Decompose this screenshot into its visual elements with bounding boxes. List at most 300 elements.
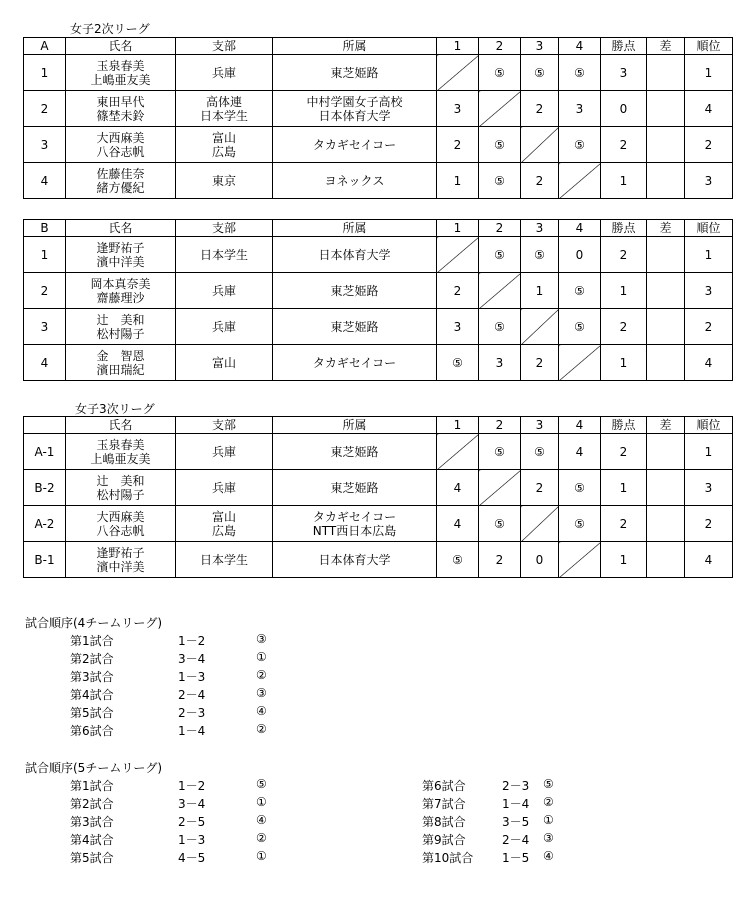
branch-line1: 富山 (211, 355, 236, 370)
affiliation-line2: NTT西日本広島 (312, 523, 397, 538)
player-names (66, 273, 176, 309)
wins-cell: 1 (601, 542, 647, 578)
header-diff: 差 (647, 38, 685, 55)
header-wins: 勝点 (601, 220, 647, 237)
result-cell: ⑤ (479, 506, 521, 542)
player-name-line2: 松村陽子 (96, 487, 145, 502)
branch (176, 127, 273, 163)
player-name-line2: 八谷志帆 (96, 523, 145, 538)
result-cell: 1 (437, 163, 479, 199)
schedule-court: ① (256, 795, 267, 809)
schedule-court: ① (256, 849, 267, 863)
diff-cell (647, 434, 685, 470)
schedule-item (70, 668, 330, 686)
team-no: 3 (24, 127, 66, 163)
table-row (24, 91, 733, 127)
player-names (66, 127, 176, 163)
header-affiliation: 所属 (273, 38, 437, 55)
affiliation-line1: 東芝姫路 (330, 319, 379, 334)
table-row (24, 542, 733, 578)
affiliation-line1: 日本体育大学 (318, 247, 391, 262)
result-cell: ⑤ (479, 309, 521, 345)
player-name-line2: 上嶋亜友美 (90, 451, 151, 466)
header-group-label (24, 417, 66, 434)
team-no: 2 (24, 91, 66, 127)
header-name: 氏名 (66, 417, 176, 434)
header-c3: 3 (521, 220, 559, 237)
schedule-court: ⑤ (543, 777, 554, 791)
branch-line1: 日本学生 (199, 247, 248, 262)
rank-cell: 3 (685, 470, 733, 506)
affiliation-line1: 日本体育大学 (318, 552, 391, 567)
schedule-court: ① (543, 813, 554, 827)
player-name-line2: 篠埜未鈴 (96, 108, 145, 123)
result-cell: ⑤ (479, 163, 521, 199)
result-cell: 2 (521, 163, 559, 199)
affiliation-line1: ヨネックス (324, 173, 385, 188)
schedule-court: ⑤ (256, 777, 267, 791)
team-no: 1 (24, 237, 66, 273)
diff-cell (647, 345, 685, 381)
schedule-court: ② (543, 795, 554, 809)
schedule-item (422, 795, 622, 813)
schedule-item (70, 831, 330, 849)
schedule-game: 第4試合 (70, 688, 114, 702)
schedule-court: ② (256, 831, 267, 845)
schedule4-title: 試合順序(4チームリーグ) (25, 616, 162, 630)
branch (176, 273, 273, 309)
schedule-match: 1－2 (178, 779, 206, 793)
header-wins: 勝点 (601, 38, 647, 55)
result-cell: ⑤ (479, 55, 521, 91)
diagonal-cell (521, 127, 559, 163)
result-cell: ⑤ (559, 506, 601, 542)
schedule-match: 3－4 (178, 652, 206, 666)
branch (176, 470, 273, 506)
schedule-match: 3－4 (178, 797, 206, 811)
player-name-line2: 八谷志帆 (96, 144, 145, 159)
schedule-item (422, 849, 622, 867)
schedule-match: 2－4 (178, 688, 206, 702)
player-name-line1: 辻 美和 (96, 473, 145, 488)
diagonal-cell (479, 91, 521, 127)
result-cell: ⑤ (437, 542, 479, 578)
schedule-game: 第3試合 (70, 815, 114, 829)
schedule-match: 4－5 (178, 851, 206, 865)
header-group-label: A (24, 38, 66, 55)
player-name-line2: 上嶋亜友美 (90, 72, 151, 87)
schedule5-title: 試合順序(5チームリーグ) (25, 761, 162, 775)
result-cell: 4 (559, 434, 601, 470)
result-cell: ⑤ (437, 345, 479, 381)
player-names (66, 309, 176, 345)
schedule-item (422, 813, 622, 831)
header-c2: 2 (479, 417, 521, 434)
schedule-item (422, 831, 622, 849)
player-names (66, 345, 176, 381)
header-name: 氏名 (66, 38, 176, 55)
affiliation (273, 273, 437, 309)
affiliation (273, 237, 437, 273)
header-c4: 4 (559, 38, 601, 55)
schedule-court: ④ (256, 813, 267, 827)
affiliation-line1: タカギセイコー (312, 509, 397, 524)
player-name-line2: 緒方優紀 (96, 180, 145, 195)
team-no: B-1 (24, 542, 66, 578)
schedule-court: ② (256, 722, 267, 736)
diff-cell (647, 163, 685, 199)
diagonal-cell (479, 273, 521, 309)
result-cell: ⑤ (559, 470, 601, 506)
player-names (66, 91, 176, 127)
branch-line1: 富山 (211, 130, 236, 145)
header-c4: 4 (559, 220, 601, 237)
team-no: 4 (24, 345, 66, 381)
table-row (24, 237, 733, 273)
rank-cell: 4 (685, 345, 733, 381)
schedule-game: 第10試合 (422, 851, 474, 865)
team-no: A-1 (24, 434, 66, 470)
diagonal-cell (521, 506, 559, 542)
schedule-match: 1－2 (178, 634, 206, 648)
schedule-game: 第5試合 (70, 706, 114, 720)
result-cell: ⑤ (521, 237, 559, 273)
team-no: 2 (24, 273, 66, 309)
schedule-game: 第7試合 (422, 797, 466, 811)
schedule-match: 1－4 (502, 797, 530, 811)
branch-line1: 日本学生 (199, 552, 248, 567)
schedule-item (70, 632, 330, 650)
player-name-line2: 濱中洋美 (96, 254, 145, 269)
rank-cell: 3 (685, 273, 733, 309)
schedule-item (70, 686, 330, 704)
table-row (24, 127, 733, 163)
diff-cell (647, 55, 685, 91)
branch (176, 237, 273, 273)
affiliation-line1: 中村学園女子高校 (306, 94, 403, 109)
affiliation (273, 542, 437, 578)
player-names (66, 470, 176, 506)
rank-cell: 1 (685, 237, 733, 273)
schedule-court: ④ (543, 849, 554, 863)
affiliation (273, 91, 437, 127)
diff-cell (647, 273, 685, 309)
schedule-item (70, 777, 330, 795)
result-cell: ⑤ (521, 55, 559, 91)
player-names (66, 237, 176, 273)
schedule-game: 第2試合 (70, 797, 114, 811)
header-c4: 4 (559, 417, 601, 434)
schedule-item (70, 813, 330, 831)
schedule-match: 1－3 (178, 670, 206, 684)
header-c3: 3 (521, 38, 559, 55)
schedule-item (70, 650, 330, 668)
player-name-line1: 逢野祐子 (96, 240, 145, 255)
player-names (66, 163, 176, 199)
result-cell: ⑤ (559, 127, 601, 163)
schedule-item (422, 777, 622, 795)
schedule-court: ④ (256, 704, 267, 718)
branch (176, 542, 273, 578)
result-cell: 2 (437, 127, 479, 163)
player-name-line1: 辻 美和 (96, 312, 145, 327)
wins-cell: 2 (601, 127, 647, 163)
wins-cell: 1 (601, 163, 647, 199)
affiliation (273, 345, 437, 381)
result-cell: 3 (437, 91, 479, 127)
team-no: 4 (24, 163, 66, 199)
schedule-item (70, 795, 330, 813)
result-cell: ⑤ (559, 55, 601, 91)
affiliation-line1: 東芝姫路 (330, 65, 379, 80)
team-no: A-2 (24, 506, 66, 542)
team-no: 1 (24, 55, 66, 91)
schedule-game: 第2試合 (70, 652, 114, 666)
league3-title: 女子3次リーグ (75, 402, 155, 416)
diagonal-cell (521, 309, 559, 345)
player-name-line1: 玉泉春美 (96, 437, 145, 452)
player-name-line2: 濱田瑞紀 (96, 362, 145, 377)
schedule5-list-right (422, 777, 622, 867)
affiliation-line1: 東芝姫路 (330, 480, 379, 495)
schedule-match: 2－4 (502, 833, 530, 847)
schedule-match: 1－3 (178, 833, 206, 847)
wins-cell: 1 (601, 470, 647, 506)
player-names (66, 55, 176, 91)
schedule-court: ③ (256, 632, 267, 646)
diff-cell (647, 237, 685, 273)
table-row (24, 55, 733, 91)
affiliation-line1: 東芝姫路 (330, 283, 379, 298)
schedule-item (70, 704, 330, 722)
player-name-line1: 玉泉春美 (96, 58, 145, 73)
schedule-match: 2－5 (178, 815, 206, 829)
wins-cell: 1 (601, 345, 647, 381)
schedule-court: ③ (543, 831, 554, 845)
player-names (66, 434, 176, 470)
schedule-game: 第8試合 (422, 815, 466, 829)
diagonal-cell (437, 434, 479, 470)
group-b-table (23, 219, 733, 381)
header-affiliation: 所属 (273, 417, 437, 434)
result-cell: 4 (437, 506, 479, 542)
affiliation (273, 55, 437, 91)
branch-line1: 兵庫 (211, 444, 236, 459)
branch (176, 163, 273, 199)
result-cell: ⑤ (479, 434, 521, 470)
branch-line1: 東京 (211, 173, 236, 188)
header-diff: 差 (647, 417, 685, 434)
diagonal-cell (559, 345, 601, 381)
diagonal-cell (479, 470, 521, 506)
header-branch: 支部 (176, 417, 273, 434)
schedule-match: 3－5 (502, 815, 530, 829)
schedule-game: 第1試合 (70, 634, 114, 648)
player-name-line2: 松村陽子 (96, 326, 145, 341)
diagonal-cell (559, 163, 601, 199)
header-diff: 差 (647, 220, 685, 237)
schedule-court: ② (256, 668, 267, 682)
schedule-match: 1－4 (178, 724, 206, 738)
header-c1: 1 (437, 417, 479, 434)
branch-line1: 高体連 (205, 94, 242, 109)
result-cell: 3 (437, 309, 479, 345)
result-cell: 2 (479, 542, 521, 578)
diagonal-cell (559, 542, 601, 578)
result-cell: 2 (521, 345, 559, 381)
player-name-line1: 東田早代 (96, 94, 145, 109)
rank-cell: 4 (685, 542, 733, 578)
header-c1: 1 (437, 38, 479, 55)
schedule-game: 第3試合 (70, 670, 114, 684)
affiliation-line1: タカギセイコー (312, 355, 397, 370)
result-cell: 4 (437, 470, 479, 506)
affiliation-line1: 東芝姫路 (330, 444, 379, 459)
affiliation (273, 470, 437, 506)
branch-line1: 兵庫 (211, 319, 236, 334)
player-name-line1: 逢野祐子 (96, 545, 145, 560)
player-names (66, 506, 176, 542)
wins-cell: 2 (601, 237, 647, 273)
player-name-line1: 佐藤佳奈 (96, 166, 145, 181)
header-affiliation: 所属 (273, 220, 437, 237)
schedule-item (70, 849, 330, 867)
header-rank: 順位 (685, 38, 733, 55)
header-c2: 2 (479, 38, 521, 55)
diff-cell (647, 542, 685, 578)
wins-cell: 2 (601, 309, 647, 345)
final-league-table (23, 416, 733, 578)
player-name-line1: 岡本真奈美 (90, 276, 151, 291)
branch-line1: 富山 (211, 509, 236, 524)
diff-cell (647, 470, 685, 506)
schedule-match: 1－5 (502, 851, 530, 865)
result-cell: 3 (479, 345, 521, 381)
wins-cell: 3 (601, 55, 647, 91)
group-a-table (23, 37, 733, 199)
rank-cell: 4 (685, 91, 733, 127)
table-row (24, 506, 733, 542)
branch-line1: 兵庫 (211, 65, 236, 80)
table-row (24, 273, 733, 309)
schedule-game: 第6試合 (70, 724, 114, 738)
league2-title: 女子2次リーグ (70, 22, 150, 36)
branch (176, 309, 273, 345)
header-wins: 勝点 (601, 417, 647, 434)
result-cell: ⑤ (559, 309, 601, 345)
table-row (24, 470, 733, 506)
header-rank: 順位 (685, 417, 733, 434)
branch-line1: 兵庫 (211, 480, 236, 495)
rank-cell: 1 (685, 55, 733, 91)
player-name-line1: 大西麻美 (96, 509, 145, 524)
player-name-line2: 齋藤理沙 (96, 290, 145, 305)
result-cell: 0 (559, 237, 601, 273)
team-no: 3 (24, 309, 66, 345)
diff-cell (647, 309, 685, 345)
rank-cell: 2 (685, 309, 733, 345)
schedule-game: 第5試合 (70, 851, 114, 865)
result-cell: 1 (521, 273, 559, 309)
schedule-court: ① (256, 650, 267, 664)
table-row (24, 345, 733, 381)
affiliation (273, 127, 437, 163)
branch (176, 434, 273, 470)
table-row (24, 309, 733, 345)
affiliation-line2: 日本体育大学 (318, 108, 391, 123)
rank-cell: 2 (685, 127, 733, 163)
diagonal-cell (437, 55, 479, 91)
schedule-court: ③ (256, 686, 267, 700)
header-branch: 支部 (176, 220, 273, 237)
branch-line2: 広島 (211, 144, 236, 159)
team-no: B-2 (24, 470, 66, 506)
result-cell: 0 (521, 542, 559, 578)
branch (176, 55, 273, 91)
rank-cell: 1 (685, 434, 733, 470)
result-cell: 2 (521, 91, 559, 127)
rank-cell: 3 (685, 163, 733, 199)
schedule-game: 第1試合 (70, 779, 114, 793)
player-name-line2: 濱中洋美 (96, 559, 145, 574)
player-names (66, 542, 176, 578)
result-cell: ⑤ (521, 434, 559, 470)
result-cell: ⑤ (479, 127, 521, 163)
branch-line1: 兵庫 (211, 283, 236, 298)
branch-line2: 広島 (211, 523, 236, 538)
table-row (24, 434, 733, 470)
player-name-line1: 大西麻美 (96, 130, 145, 145)
header-c1: 1 (437, 220, 479, 237)
header-c3: 3 (521, 417, 559, 434)
wins-cell: 0 (601, 91, 647, 127)
result-cell: 3 (559, 91, 601, 127)
affiliation (273, 309, 437, 345)
result-cell: ⑤ (479, 237, 521, 273)
header-branch: 支部 (176, 38, 273, 55)
schedule-match: 2－3 (178, 706, 206, 720)
table-row (24, 163, 733, 199)
branch (176, 345, 273, 381)
header-name: 氏名 (66, 220, 176, 237)
schedule-game: 第9試合 (422, 833, 466, 847)
wins-cell: 2 (601, 506, 647, 542)
header-rank: 順位 (685, 220, 733, 237)
diagonal-cell (437, 237, 479, 273)
branch-line2: 日本学生 (199, 108, 248, 123)
affiliation (273, 163, 437, 199)
schedule-game: 第6試合 (422, 779, 466, 793)
wins-cell: 1 (601, 273, 647, 309)
schedule5-list-left (70, 777, 330, 867)
affiliation-line1: タカギセイコー (312, 137, 397, 152)
affiliation (273, 434, 437, 470)
header-c2: 2 (479, 220, 521, 237)
player-name-line1: 金 智恩 (96, 348, 145, 363)
result-cell: 2 (437, 273, 479, 309)
schedule-game: 第4試合 (70, 833, 114, 847)
schedule-match: 2－3 (502, 779, 530, 793)
diff-cell (647, 127, 685, 163)
wins-cell: 2 (601, 434, 647, 470)
result-cell: ⑤ (559, 273, 601, 309)
branch (176, 506, 273, 542)
affiliation (273, 506, 437, 542)
schedule-item (70, 722, 330, 740)
branch (176, 91, 273, 127)
diff-cell (647, 506, 685, 542)
schedule4-list (70, 632, 330, 740)
